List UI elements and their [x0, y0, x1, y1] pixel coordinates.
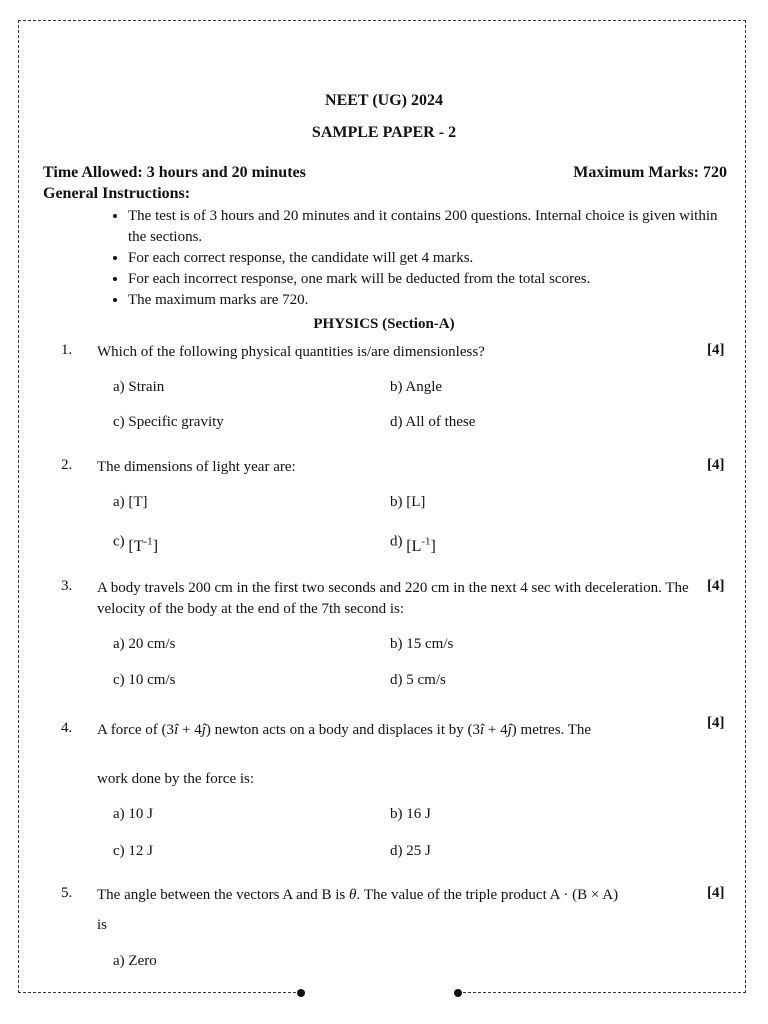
text-fragment: . The value of the triple product A · (B × A)	[356, 887, 619, 903]
maximum-marks: Maximum Marks: 720	[573, 164, 727, 181]
border-dot-right	[454, 989, 462, 997]
text-fragment: A force of (3	[97, 722, 175, 738]
question-text-continued: is	[97, 917, 108, 933]
border-dot-left	[297, 989, 305, 997]
question-number: 5.	[61, 885, 73, 901]
instruction-item: • The test is of 3 hours and 20 minutes and it contains 200 questions. Internal choice is given within the sections.	[128, 206, 738, 248]
question-number: 2.	[61, 457, 73, 473]
question-number: 4.	[61, 720, 73, 736]
question-marks: [4]	[707, 578, 725, 594]
question-marks: [4]	[707, 885, 725, 901]
instruction-item: • For each incorrect response, one mark will be deducted from the total scores.	[128, 269, 738, 290]
question-marks: [4]	[707, 457, 725, 473]
text-fragment: + 4	[178, 722, 202, 738]
option-d: d) 5 cm/s	[390, 672, 446, 688]
formula-exponent: -1	[421, 536, 431, 548]
option-d	[390, 530, 436, 556]
question-number: 1.	[61, 342, 73, 358]
option-a: a) [T]	[113, 494, 148, 510]
time-allowed: Time Allowed: 3 hours and 20 minutes	[43, 164, 306, 181]
option-a: a) Strain	[113, 379, 165, 395]
formula-close: ]	[430, 538, 436, 556]
unit-vector-j: ĵ	[201, 722, 206, 738]
option-label: c)	[113, 533, 125, 550]
page-border-bottom-left	[18, 992, 301, 993]
formula-base: [T	[128, 538, 144, 556]
paper-title: SAMPLE PAPER - 2	[311, 124, 457, 141]
option-d: d) All of these	[390, 414, 476, 430]
question-text: Which of the following physical quantities is/are dimensionless?	[97, 344, 485, 360]
option-b: b) Angle	[390, 379, 443, 395]
question-text-continued: work done by the force is:	[97, 771, 255, 787]
theta-symbol: θ	[349, 887, 357, 903]
exam-title: NEET (UG) 2024	[325, 92, 443, 109]
unit-vector-i: î	[479, 722, 485, 738]
dimension-formula	[128, 538, 158, 555]
text-fragment: ) newton acts on a body and displaces it by (3	[205, 722, 480, 738]
option-d: d) 25 J	[390, 843, 431, 859]
formula-base: [L	[406, 538, 422, 556]
unit-vector-i: î	[174, 722, 179, 738]
text-fragment: ) metres. The	[511, 722, 592, 738]
question-text: A body travels 200 cm in the first two seconds and 220 cm in the next 4 sec with deceleration. The velocity of the body at the end of the 7th second is:	[97, 580, 689, 617]
instructions-heading: General Instructions:	[43, 185, 191, 202]
question-marks: [4]	[707, 342, 725, 358]
option-a: a) 10 J	[113, 806, 153, 822]
option-b: b) 16 J	[390, 806, 431, 822]
formula-exponent: -1	[143, 536, 153, 548]
option-c	[113, 530, 159, 556]
question-marks: [4]	[707, 715, 725, 731]
page-border-bottom-right	[458, 992, 746, 993]
option-b: b) 15 cm/s	[390, 636, 454, 652]
question-text	[97, 720, 707, 741]
question-text	[97, 885, 702, 906]
option-a: a) Zero	[113, 953, 157, 969]
unit-vector-j: ĵ	[507, 722, 512, 738]
text-fragment: The angle between the vectors A and B is	[97, 887, 350, 903]
section-title: PHYSICS (Section-A)	[313, 316, 455, 332]
option-b: b) [L]	[390, 494, 426, 510]
option-c: c) 10 cm/s	[113, 672, 176, 688]
question-text: The dimensions of light year are:	[97, 459, 296, 475]
question-number: 3.	[61, 578, 73, 594]
option-c: c) Specific gravity	[113, 414, 224, 430]
option-c: c) 12 J	[113, 843, 153, 859]
instructions-list	[108, 206, 738, 311]
instruction-item: • For each correct response, the candidate will get 4 marks.	[128, 248, 738, 269]
option-a: a) 20 cm/s	[113, 636, 176, 652]
text-fragment: + 4	[484, 722, 508, 738]
instruction-item: • The maximum marks are 720.	[128, 290, 738, 311]
formula-close: ]	[152, 538, 159, 556]
dimension-formula	[406, 538, 436, 555]
option-label: d)	[390, 533, 403, 550]
